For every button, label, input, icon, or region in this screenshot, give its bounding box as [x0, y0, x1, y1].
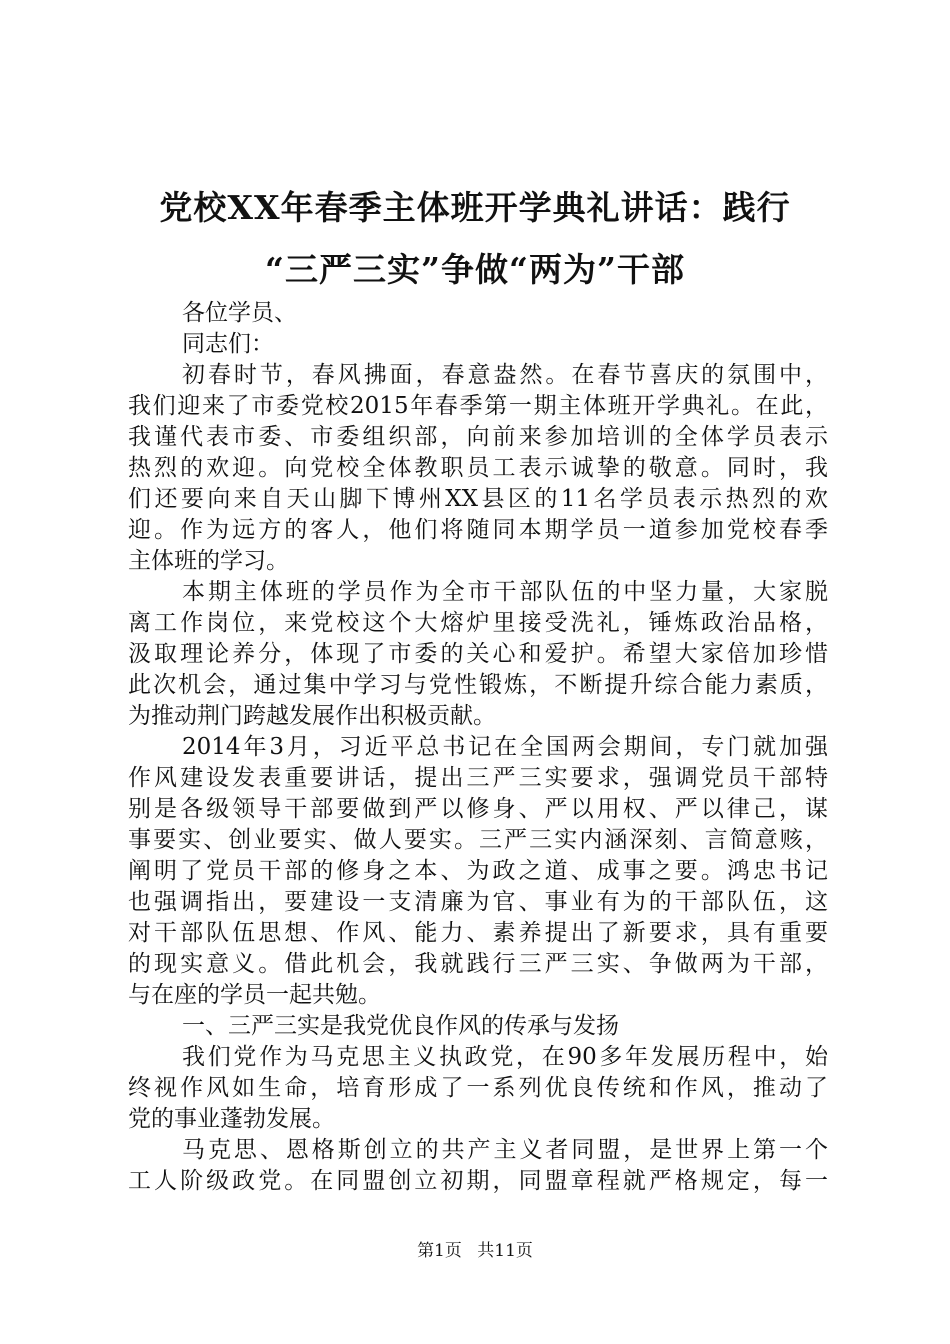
page-number: 第1页 [417, 1241, 462, 1261]
text-line: 离工作岗位，来党校这个大熔炉里接受洗礼，锤炼政治品格， [128, 610, 828, 636]
text-line: 我们迎来了市委党校2015年春季第一期主体班开学典礼。在此， [128, 393, 828, 419]
text-line: 我谨代表市委、市委组织部，向前来参加培训的全体学员表示 [128, 424, 828, 450]
text-line: 别是各级领导干部要做到严以修身、严以用权、严以律己，谋 [128, 796, 828, 822]
text-line: 同志们： [182, 331, 274, 357]
text-line: 马克思、恩格斯创立的共产主义者同盟，是世界上第一个 [182, 1137, 828, 1163]
text-line: 事要实、创业要实、做人要实。三严三实内涵深刻、言简意赅， [128, 827, 828, 853]
text-line: 各位学员、 [182, 300, 297, 326]
text-line: 也强调指出，要建设一支清廉为官、事业有为的干部队伍，这 [128, 889, 828, 915]
document-title-line-2: “三严三实”争做“两为”干部 [265, 250, 685, 289]
text-line: 为推动荆门跨越发展作出积极贡献。 [128, 703, 496, 729]
text-line: 本期主体班的学员作为全市干部队伍的中坚力量，大家脱 [182, 579, 828, 605]
text-line: 的现实意义。借此机会，我就践行三严三实、争做两为干部， [128, 951, 828, 977]
text-line: 党的事业蓬勃发展。 [128, 1106, 335, 1132]
text-line: 作风建设发表重要讲话，提出三严三实要求，强调党员干部特 [128, 765, 828, 791]
text-line: 阐明了党员干部的修身之本、为政之道、成事之要。鸿忠书记 [128, 858, 828, 884]
document-title-line-1: 党校XX年春季主体班开学典礼讲话：践行 [159, 188, 791, 227]
text-line: 们还要向来自天山脚下博州XX县区的11名学员表示热烈的欢 [128, 486, 828, 512]
document-body [128, 298, 828, 1197]
text-line: 汲取理论养分，体现了市委的关心和爱护。希望大家倍加珍惜 [128, 641, 828, 667]
text-line: 主体班的学习。 [128, 548, 289, 574]
text-line: 我们党作为马克思主义执政党，在90多年发展历程中，始 [182, 1044, 828, 1070]
page-footer [0, 1240, 950, 1262]
text-line: 工人阶级政党。在同盟创立初期，同盟章程就严格规定，每一 [128, 1168, 828, 1194]
text-line: 此次机会，通过集中学习与党性锻炼，不断提升综合能力素质， [128, 672, 828, 698]
text-line: 2014年3月，习近平总书记在全国两会期间，专门就加强 [182, 734, 828, 760]
text-line: 迎。作为远方的客人，他们将随同本期学员一道参加党校春季 [128, 517, 828, 543]
text-line: 热烈的欢迎。向党校全体教职员工表示诚挚的敬意。同时，我 [128, 455, 828, 481]
text-line: 终视作风如生命，培育形成了一系列优良传统和作风，推动了 [128, 1075, 828, 1101]
text-line: 与在座的学员一起共勉。 [128, 982, 381, 1008]
text-line: 一、三严三实是我党优良作风的传承与发扬 [182, 1013, 619, 1039]
text-line: 初春时节，春风拂面，春意盎然。在春节喜庆的氛围中， [182, 362, 828, 388]
page-total: 共11页 [477, 1241, 533, 1261]
text-line: 对干部队伍思想、作风、能力、素养提出了新要求，具有重要 [128, 920, 828, 946]
